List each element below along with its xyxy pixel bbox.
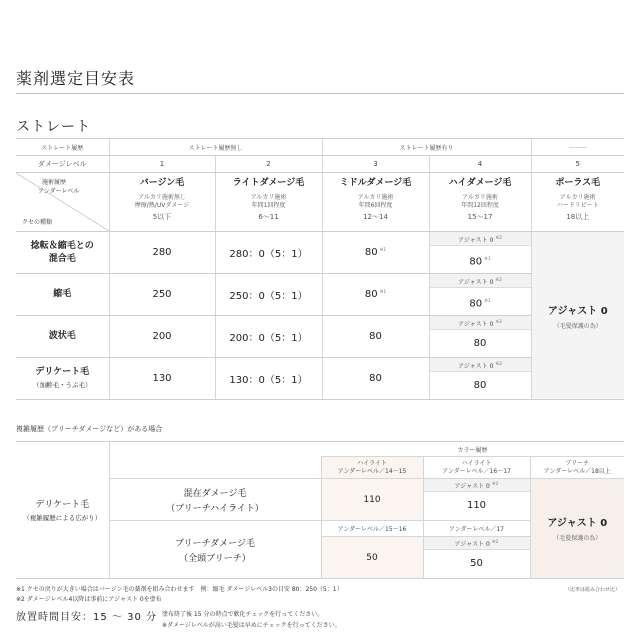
header-under-17: アンダーレベル／17 [423, 521, 530, 537]
header-bleach-18: ブリーチ アンダーレベル／18以上 [530, 457, 624, 479]
cell-r2-l4: アジャスト 0 $^{※2}$ 80 $^{※1}$ [429, 274, 531, 316]
level-2: 2 [215, 156, 322, 173]
header-has-history: ストレート履歴有り [322, 139, 531, 156]
cell-mixed-hl16: アジャスト 0 $^{※2}$ 110 [423, 479, 530, 521]
row-label-wavy: 波状毛 [16, 316, 109, 358]
row-label-mixed: 捻転＆縮毛との 混合毛 [16, 232, 109, 274]
cell-r4-l2: 130：0（5：1） [215, 358, 322, 400]
level-4: 4 [429, 156, 531, 173]
header-damage-level: ダメージレベル [16, 156, 109, 173]
footnote-2: ※2 ダメージレベル4以降は事前にアジャスト 0を塗布 [16, 596, 162, 603]
row-label-delicate-complex: デリケート毛 （複雑履歴による広がり） [16, 442, 109, 579]
cell-r3-l2: 200：0（5：1） [215, 316, 322, 358]
footnote-1: ※1 クセの戻りが大きい場合はバージン毛の薬剤を組み合わせます 例：縮毛 ダメージレベル3の目安 80：250（5：1） [16, 586, 343, 593]
level-1: 1 [109, 156, 215, 173]
diag-label-under-level: アンダーレベル [38, 188, 80, 195]
hair-type-high: ハイダメージ毛 アルカリ施術 年間12回程度 15〜17 [429, 173, 531, 232]
standing-time-note-1: 塗布終了後 15 分の時点で軟化チェックを行ってください。 [162, 611, 324, 618]
section-title-complex: 複雑履歴（ブリーチダメージなど）がある場合 [16, 425, 163, 433]
cell-full-17: アジャスト 0 $^{※2}$ 50 [423, 537, 530, 579]
row-label-full-bleach: ブリーチダメージ毛 （全頭ブリーチ） [174, 538, 255, 564]
cell-r1-l2: 280：0（5：1） [215, 232, 322, 274]
cell-r2-l2: 250：0（5：1） [215, 274, 322, 316]
diag-label-curl-type: クセの種類 [22, 219, 53, 226]
row-label-mixed-damage: 混在ダメージ毛 （ブリーチハイライト） [109, 479, 321, 521]
cell-r1-l4: アジャスト 0 $^{※2}$ 80 $^{※1}$ [429, 232, 531, 274]
level-5: 5 [531, 156, 624, 173]
cell-full-15-16: 50 [321, 537, 423, 579]
header-highlight-16-17: ハイライト アンダーレベル／16〜17 [423, 457, 530, 479]
diag-label-history: 施術履歴 [42, 179, 67, 186]
header-straight-history: ストレート履歴 [16, 139, 109, 156]
hair-type-porous: ポーラス毛 アルカリ施術 ハードリピート 18以上 [531, 173, 624, 232]
adjust-note-r4: アジャスト 0 $^{※2}$ [430, 358, 531, 372]
cell-level5-adjust: アジャスト 0 （毛髪保護の為） [531, 232, 624, 400]
standing-time: 放置時間目安：15 〜 30 分 [16, 612, 157, 623]
cell-bleach-adjust: アジャスト 0 （毛髪保護の為） [530, 479, 624, 579]
cell-r3-l1: 200 [109, 316, 215, 358]
hair-type-middle: ミドルダメージ毛 アルカリ施術 年間6回程度 12〜14 [322, 173, 429, 232]
cell-r1-l1: 280 [109, 232, 215, 274]
level-3: 3 [322, 156, 429, 173]
cell-r2-l3: 80 $^{※1}$ [322, 274, 429, 316]
cell-r1-l3: 80 $^{※1}$ [322, 232, 429, 274]
adjust-note-r1: アジャスト 0 $^{※2}$ [430, 232, 531, 246]
page-title: 薬剤選定目安表 [16, 69, 136, 88]
hair-type-light: ライトダメージ毛 アルカリ施術 年間1回程度 6〜11 [215, 173, 322, 232]
cell-r3-l4: アジャスト 0 $^{※2}$ 80 [429, 316, 531, 358]
adjust-note-r3: アジャスト 0 $^{※2}$ [430, 316, 531, 330]
title-divider [16, 93, 624, 94]
cell-r3-l3: 80 [322, 316, 429, 358]
diagonal-header-cell [16, 173, 109, 232]
footnote-ratio: （比率は組み合わせ比） [564, 587, 620, 593]
straight-table [16, 138, 624, 400]
section-title-straight: ストレート [16, 119, 91, 135]
complex-history-table [16, 441, 624, 579]
hair-type-virgin: バージン毛 アルカリ施術無し 摩擦/熱/UVダメージ 5以下 [109, 173, 215, 232]
header-no-history: ストレート履歴無し [109, 139, 322, 156]
cell-r2-l1: 250 [109, 274, 215, 316]
cell-r4-l3: 80 [322, 358, 429, 400]
header-color-history: カラー履歴 [321, 442, 624, 457]
cell-r4-l1: 130 [109, 358, 215, 400]
row-label-kinky: 縮毛 [16, 274, 109, 316]
cell-mixed-hl14: 110 [321, 479, 423, 521]
standing-time-note-2: ※ダメージレベルが高い毛髪は早めにチェックを行ってください。 [162, 622, 341, 629]
cell-r4-l4: アジャスト 0 $^{※2}$ 80 [429, 358, 531, 400]
header-under-15-16: アンダーレベル／15〜16 [321, 521, 423, 537]
header-highlight-14-15: ハイライト アンダーレベル／14〜15 [321, 457, 423, 479]
adjust-note-r2: アジャスト 0 $^{※2}$ [430, 274, 531, 288]
row-label-delicate: デリケート毛 （加齢毛・うぶ毛） [16, 358, 109, 400]
header-dash: ——— [531, 139, 624, 156]
